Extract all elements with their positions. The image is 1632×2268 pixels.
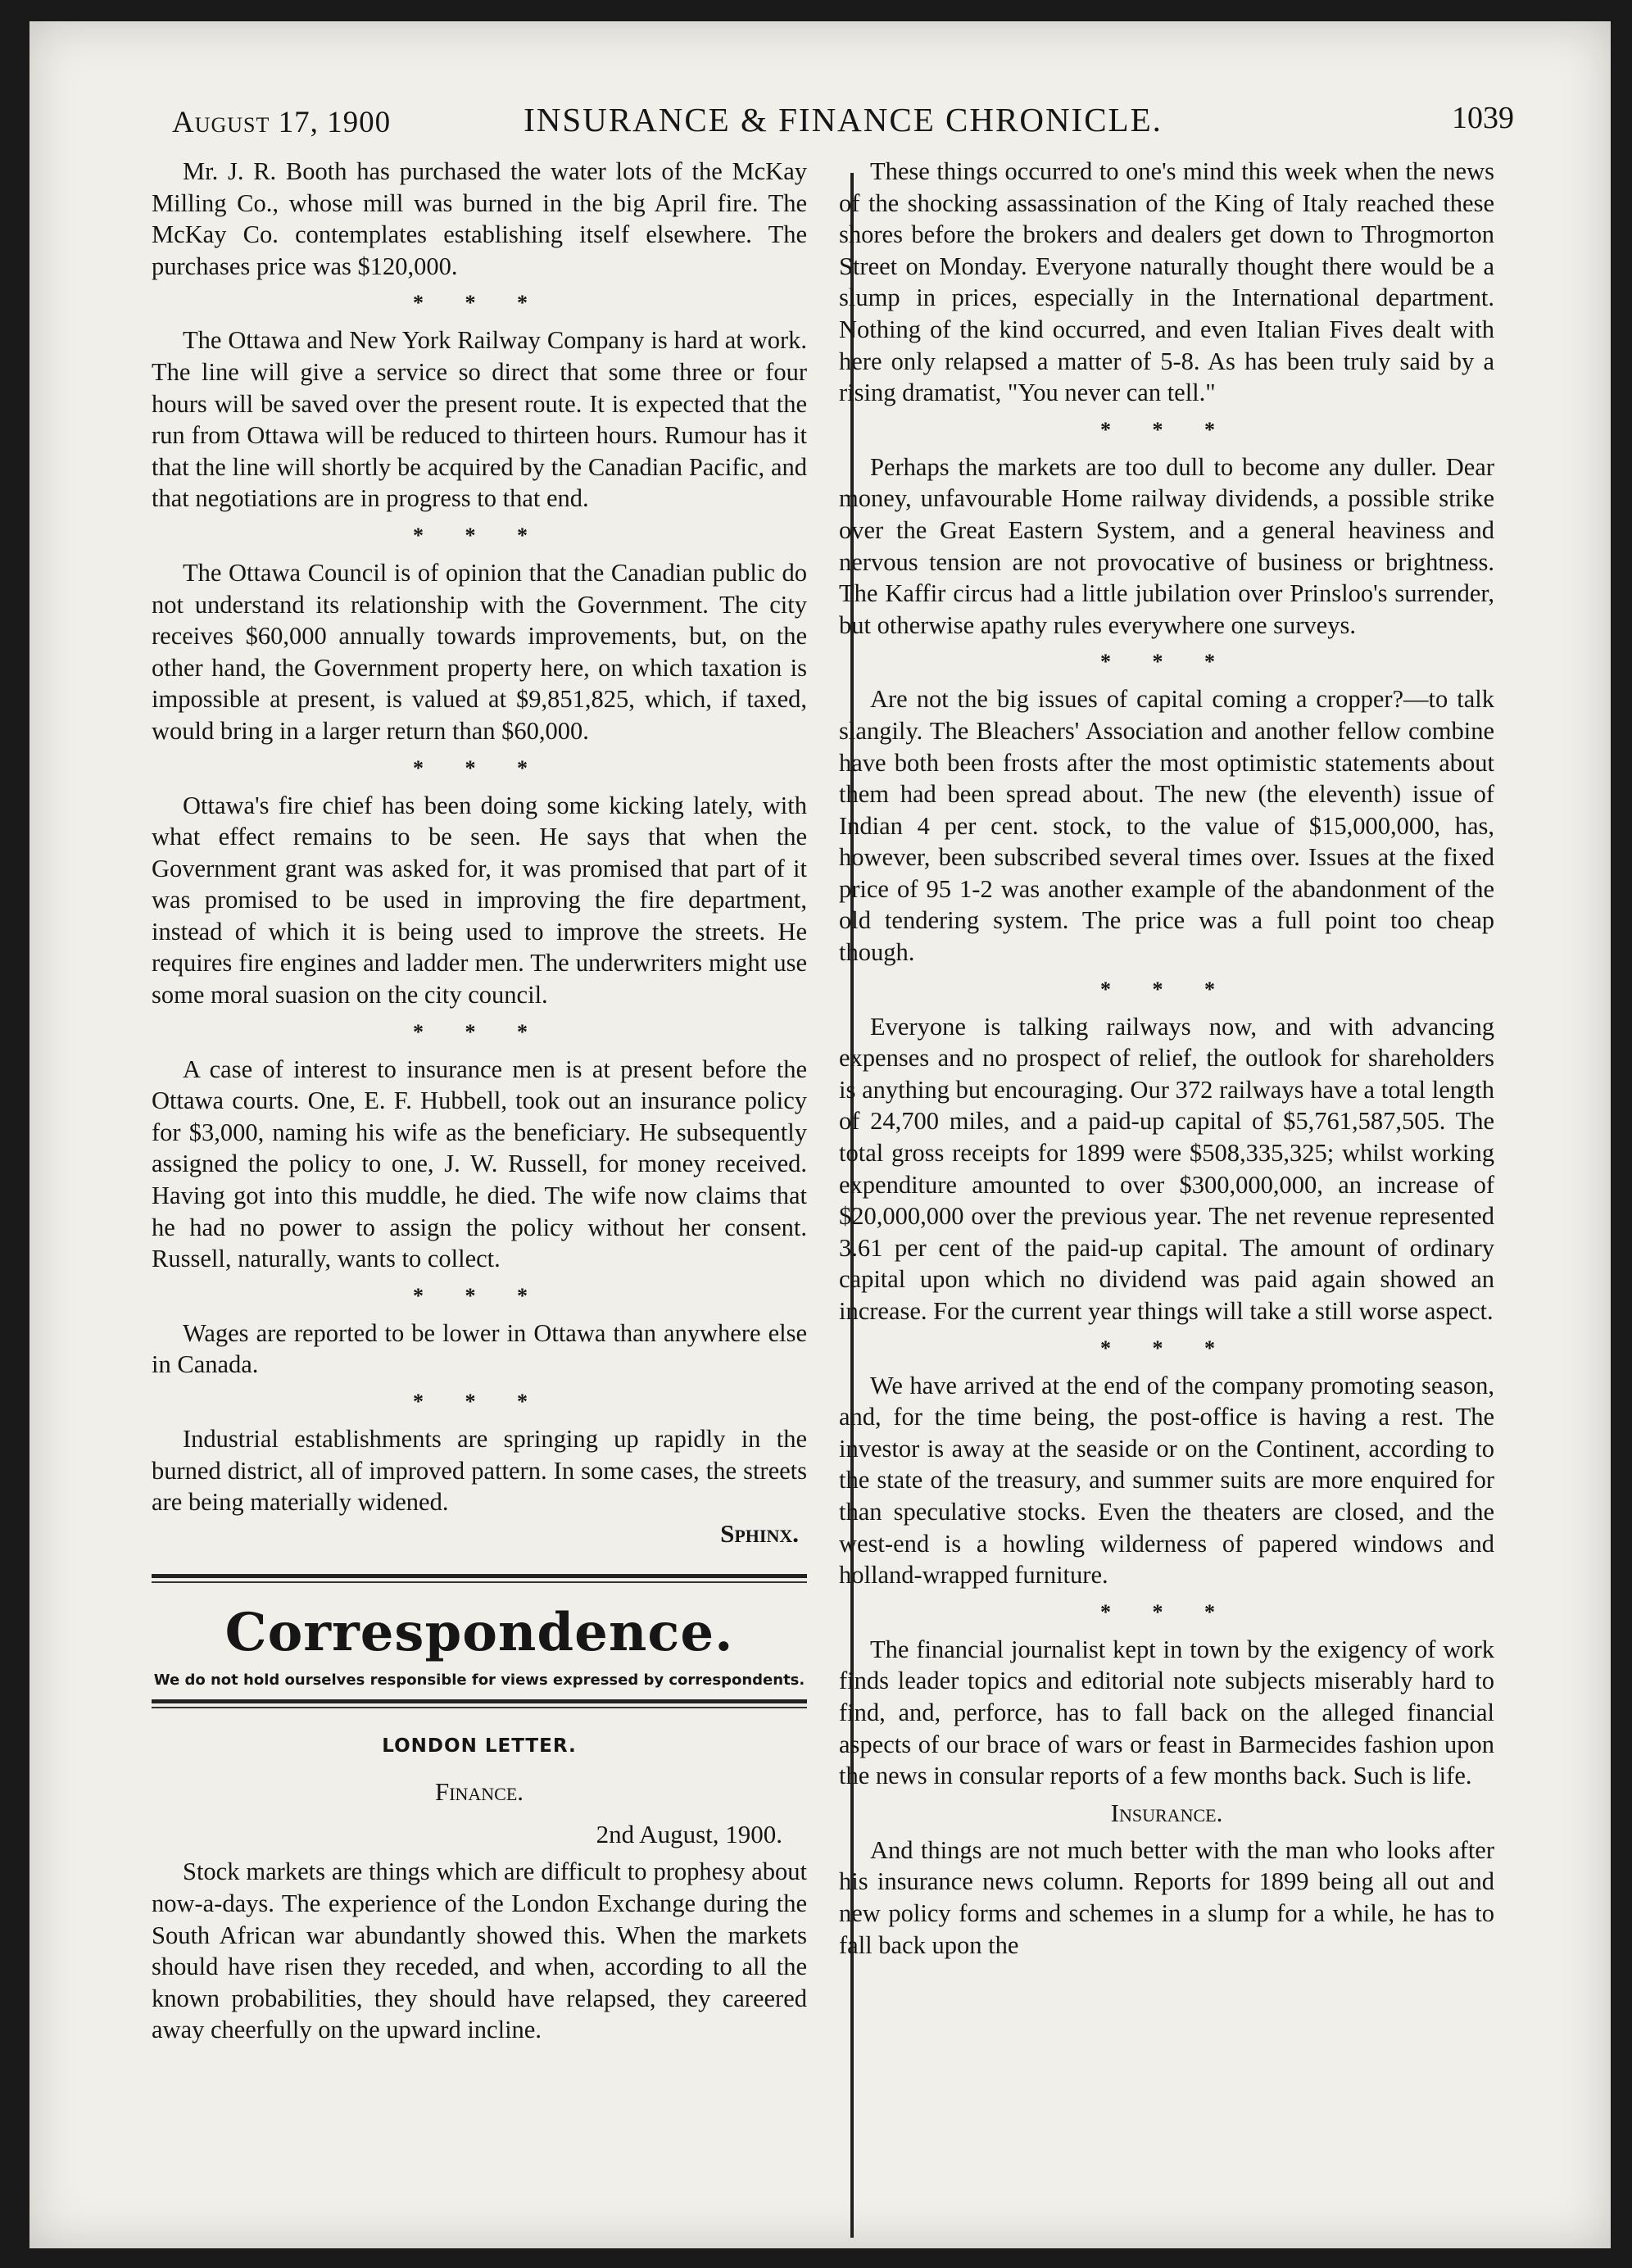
article-paragraph: A case of interest to insurance men is at present before the Ottawa courts. One, E. F. Hubbell, took out an insurance policy for $3,000, naming his wife as the beneficiary. He subsequently assigned the policy to one, J. W. Russell, for money received. Having got into this muddle, he died. The wife now claims that he had no power to assign the policy without her consent. Russell, naturally, wants to collect. xyxy=(152,1055,807,1273)
article-paragraph: The Ottawa and New York Railway Company is hard at work. The line will give a service so direct that some three or four hours will be saved over the present route. It is expected that the run from Ottawa will be reduced to thirteen hours. Rumour has it that the line will shortly be acquired by the Canadian Pacific, and that negotiations are in progress to that end. xyxy=(152,326,807,513)
section-separator: * * * xyxy=(1100,1599,1233,1624)
section-separator: * * * xyxy=(413,291,546,315)
letter-dateline: 2nd August, 1900. xyxy=(596,1820,782,1849)
section-separator: * * * xyxy=(1100,977,1233,1001)
section-rule xyxy=(152,1574,807,1578)
right-column xyxy=(839,156,1494,1961)
section-separator: * * * xyxy=(1100,417,1233,442)
page-header xyxy=(172,100,1514,149)
article-paragraph: Ottawa's fire chief has been doing some kicking lately, with what effect remains to be seen. He says that when the Government grant was asked for, it was promised that part of it was promised to be used in improving the fire department, instead of which it is being used to improve the streets. He requires fire engines and ladder men. The underwriters might use some moral suasion on the city council. xyxy=(152,791,807,1009)
article-paragraph: Mr. J. R. Booth has purchased the water lots of the McKay Milling Co., whose mill was burned in the big April fire. The McKay Co. contemplates establishing itself elsewhere. The purchases price was $120,000. xyxy=(152,157,807,280)
article-paragraph: Stock markets are things which are difficult to prophesy about now-a-days. The experience of the London Exchange during the South African war abundantly showed this. When the markets should have risen they receded, and when, according to all the known probabilities, they should have relapsed, they careered away cheerfully on the upward incline. xyxy=(152,1857,807,2044)
section-separator: * * * xyxy=(413,1019,546,1044)
section-separator: * * * xyxy=(1100,1336,1233,1360)
article-paragraph: Everyone is talking railways now, and with advancing expenses and no prospect of relief, the outlook for shareholders is anything but encouraging. Our 372 railways have a total length of 24,700 miles, and a paid-up capital of $5,761,587,505. The total gross receipts for 1899 were $508,335,325; whilst working expenditure amounted to over $300,000,000, an increase of $20,000,000 over the previous year. The net revenue represented 3.61 per cent of the paid-up capital. The amount of ordinary capital upon which no dividend was paid again showed an increase. For the current year things will take a still worse aspect. xyxy=(839,1012,1494,1325)
section-rule xyxy=(152,1699,807,1703)
section-separator: * * * xyxy=(413,755,546,780)
article-paragraph: Are not the big issues of capital coming a cropper?—to talk slangily. The Bleachers' Association and another fellow combine have both been frosts after the most optimistic statements about them had been spread about. The new (the eleventh) issue of Indian 4 per cent. stock, to the value of $15,000,000, has, however, been subscribed several times over. Issues at the fixed price of 95 1-2 was another example of the abandonment of the old tendering system. The price was a full point too cheap though. xyxy=(839,685,1494,967)
section-separator: * * * xyxy=(413,1283,546,1308)
author-signature: Sphinx. xyxy=(720,1518,799,1548)
insurance-heading: Insurance. xyxy=(1110,1798,1223,1827)
editorial-disclaimer: We do not hold ourselves responsible for views expressed by correspondents. xyxy=(153,1672,805,1690)
section-rule xyxy=(152,1581,807,1583)
article-paragraph: Perhaps the markets are too dull to become any duller. Dear money, unfavourable Home railway dividends, a possible strike over the Great Eastern System, and a general heaviness and nervous tension are not provocative of business or brightness. The Kaffir circus had a little jubilation over Prinsloo's surrender, but otherwise apathy rules everywhere one surveys. xyxy=(839,452,1494,639)
finance-heading: Finance. xyxy=(434,1777,524,1807)
article-paragraph: Industrial establishments are springing up rapidly in the burned district, all of improved pattern. In some cases, the streets are being materially widened. xyxy=(152,1425,807,1517)
article-paragraph: Wages are reported to be lower in Ottawa than anywhere else in Canada. xyxy=(152,1318,807,1379)
article-paragraph: These things occurred to one's mind this week when the news of the shocking assassination of the King of Italy reached these shores before the brokers and dealers get down to Throgmorton Street on Monday. Everyone naturally thought there would be a slump in prices, especially in the International department. Nothing of the kind occurred, and even Italian Fives dealt with here only relapsed a matter of 5-8. As has been truly said by a rising dramatist, "You never can tell." xyxy=(839,157,1494,407)
section-separator: * * * xyxy=(413,1390,546,1413)
left-column xyxy=(152,156,807,2046)
section-rule xyxy=(152,1707,807,1708)
article-paragraph: The financial journalist kept in town by the exigency of work finds leader topics and editorial note subjects miserably hard to find, and, perforce, has to fall back on the alleged financial aspects of our brace of wars or feast in Barmecides fashion upon the news in consular reports of a few months back. Such is life. xyxy=(839,1635,1494,1790)
issue-date: August 17, 1900 xyxy=(172,106,392,139)
section-separator: * * * xyxy=(413,523,546,547)
page-number: 1039 xyxy=(1452,101,1514,135)
letter-heading: LONDON LETTER. xyxy=(382,1735,577,1758)
publication-title: INSURANCE & FINANCE CHRONICLE. xyxy=(524,101,1163,138)
section-separator: * * * xyxy=(1100,650,1233,674)
article-paragraph: And things are not much better with the man who looks after his insurance news column. Reports for 1899 being all out and new policy forms and schemes in a slump for a while, he has to fall back upon the xyxy=(839,1835,1494,1959)
article-paragraph: The Ottawa Council is of opinion that the Canadian public do not understand its relationship with the Government. The city receives $60,000 annually towards improvements, but, on the other hand, the Government property here, on which taxation is impossible at present, is valued at $9,851,825, which, if taxed, would bring in a larger return than $60,000. xyxy=(152,558,807,745)
article-paragraph: We have arrived at the end of the company promoting season, and, for the time being, the post-office is having a rest. The investor is away at the seaside or on the Continent, according to the state of the treasury, and summer suits are more enquired for than speculative stocks. Even the theaters are closed, and the west-end is a howling wilderness of papered windows and holland-wrapped furniture. xyxy=(839,1371,1494,1590)
correspondence-title: Correspondence. xyxy=(224,1602,734,1664)
